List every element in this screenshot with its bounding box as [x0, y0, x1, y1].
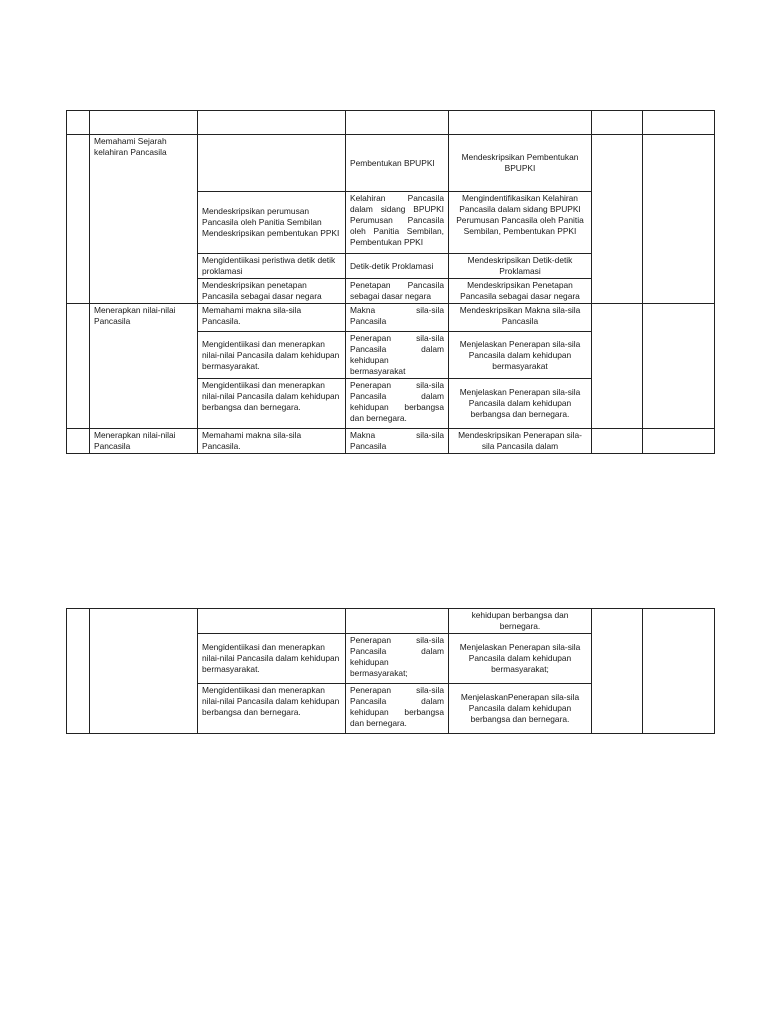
indikator-cell: Mengidentiikasi dan menerapkan nilai-nilai Pancasila dalam kehidupan bermasyarakat.	[198, 332, 346, 379]
table-cell	[67, 111, 90, 135]
kegiatan-cell: Mengindentifikasikan Kelahiran Pancasila dalam sidang BPUPKI Perumusan Pancasila oleh Panitia Sembilan, Pembentukan PPKI	[449, 192, 592, 254]
table-cell	[643, 111, 715, 135]
materi-cell: Makna sila-sila Pancasila	[346, 429, 449, 454]
table-cell	[643, 429, 715, 454]
table-cell	[592, 135, 643, 304]
kegiatan-cell: Mendeskripsikan Pembentukan BPUPKI	[449, 135, 592, 192]
table-cell	[592, 609, 643, 734]
table-row	[67, 111, 715, 135]
kegiatan-cell: Mendeskripsikan Penerapan sila-sila Pancasila dalam	[449, 429, 592, 454]
kegiatan-cell: Mendeskripsikan Detik-detik Proklamasi	[449, 254, 592, 279]
indikator-cell: Memahami makna sila-sila Pancasila.	[198, 429, 346, 454]
table-cell	[592, 111, 643, 135]
materi-cell: Penetapan Pancasila sebagai dasar negara	[346, 279, 449, 304]
table-cell	[592, 429, 643, 454]
indikator-cell	[198, 135, 346, 192]
kegiatan-cell: MenjelaskanPenerapan sila-sila Pancasila dalam kehidupan berbangsa dan bernegara.	[449, 684, 592, 734]
table-row	[67, 135, 715, 192]
table-cell	[90, 111, 198, 135]
materi-cell: Pembentukan BPUPKI	[346, 135, 449, 192]
table-cell	[67, 135, 90, 304]
table-cell	[643, 609, 715, 734]
table-cell	[592, 304, 643, 429]
table-cell	[67, 429, 90, 454]
indikator-cell: Mengidentiikasi dan menerapkan nilai-nilai Pancasila dalam kehidupan bermasyarakat.	[198, 634, 346, 684]
indikator-cell: Mengidentiikasi dan menerapkan nilai-nilai Pancasila dalam kehidupan berbangsa dan bernegara.	[198, 379, 346, 429]
table-cell	[346, 111, 449, 135]
indikator-cell: Memahami makna sila-sila Pancasila.	[198, 304, 346, 332]
table-cell	[643, 135, 715, 304]
kompetensi-dasar-cell: Menerapkan nilai-nilai Pancasila	[90, 304, 198, 429]
table-cell	[643, 304, 715, 429]
kegiatan-cell: Mendeskripsikan Penetapan Pancasila sebagai dasar negara	[449, 279, 592, 304]
materi-cell: Penerapan sila-sila Pancasila dalam kehidupan bermasyarakat	[346, 332, 449, 379]
table-row	[67, 609, 715, 634]
kompetensi-dasar-cell: Menerapkan nilai-nilai Pancasila	[90, 429, 198, 454]
table-cell	[449, 111, 592, 135]
table-cell	[198, 111, 346, 135]
materi-cell: Penerapan sila-sila Pancasila dalam kehidupan bermasyarakat;	[346, 634, 449, 684]
table-cell	[90, 609, 198, 734]
syllabus-table-continued	[66, 608, 715, 734]
materi-cell	[346, 609, 449, 634]
materi-cell: Detik-detik Proklamasi	[346, 254, 449, 279]
kegiatan-cell: Mendeskripsikan Makna sila-sila Pancasila	[449, 304, 592, 332]
indikator-cell: Mendeskripsikan penetapan Pancasila sebagai dasar negara	[198, 279, 346, 304]
indikator-cell: Mengidentiikasi peristiwa detik detik proklamasi	[198, 254, 346, 279]
kegiatan-cell: kehidupan berbangsa dan bernegara.	[449, 609, 592, 634]
materi-cell: Penerapan sila-sila Pancasila dalam kehidupan berbangsa dan bernegara.	[346, 684, 449, 734]
table-row	[67, 304, 715, 332]
materi-cell: Penerapan sila-sila Pancasila dalam kehidupan berbangsa dan bernegara.	[346, 379, 449, 429]
kompetensi-dasar-cell: Memahami Sejarah kelahiran Pancasila	[90, 135, 198, 304]
materi-cell: Makna sila-sila Pancasila	[346, 304, 449, 332]
table-row	[67, 429, 715, 454]
materi-cell: Kelahiran Pancasila dalam sidang BPUPKI Perumusan Pancasila oleh Panitia Sembilan, Pembentukan PPKI	[346, 192, 449, 254]
table-cell	[67, 609, 90, 734]
indikator-cell: Mengidentiikasi dan menerapkan nilai-nilai Pancasila dalam kehidupan berbangsa dan bernegara.	[198, 684, 346, 734]
table-cell	[67, 304, 90, 429]
syllabus-table-top	[66, 110, 715, 454]
indikator-cell	[198, 609, 346, 634]
kegiatan-cell: Menjelaskan Penerapan sila-sila Pancasila dalam kehidupan bermasyarakat	[449, 332, 592, 379]
kegiatan-cell: Menjelaskan Penerapan sila-sila Pancasila dalam kehidupan bermasyarakat;	[449, 634, 592, 684]
indikator-cell: Mendeskripsikan perumusan Pancasila oleh Panitia Sembilan Mendeskripsikan pembentukan PPKI	[198, 192, 346, 254]
kegiatan-cell: Menjelaskan Penerapan sila-sila Pancasila dalam kehidupan berbangsa dan bernegara.	[449, 379, 592, 429]
